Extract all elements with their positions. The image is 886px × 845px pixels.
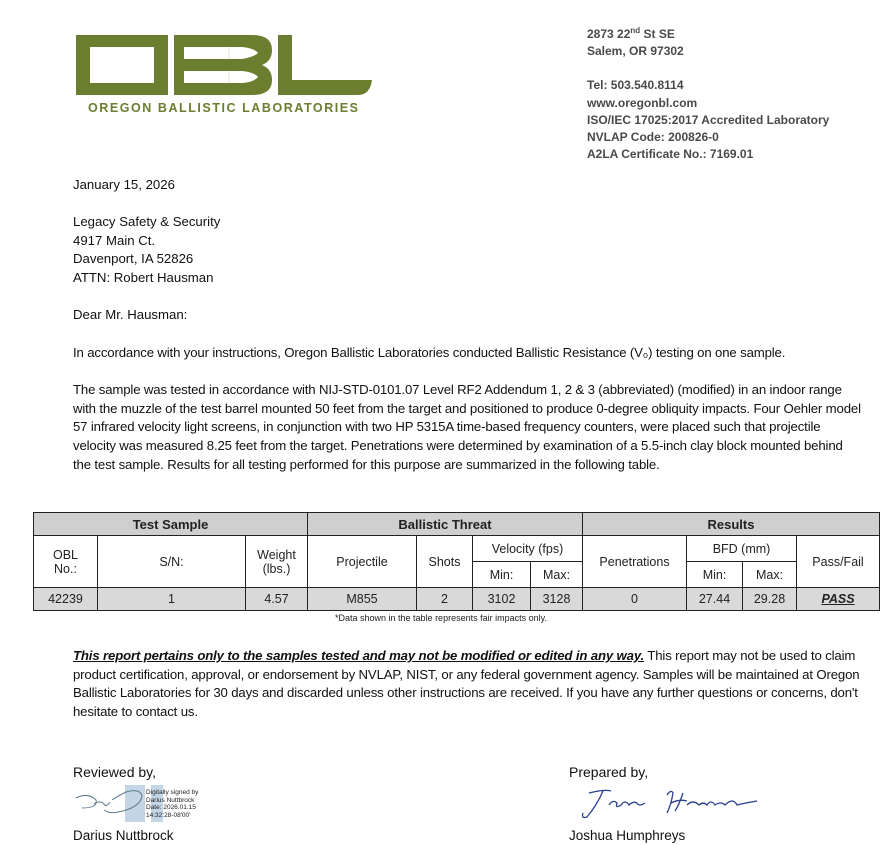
a2la-certificate: A2LA Certificate No.: 7169.01 [587, 147, 754, 162]
preparer-name: Joshua Humphreys [569, 828, 686, 843]
salutation: Dear Mr. Hausman: [73, 307, 188, 322]
pass-result: PASS [821, 592, 855, 606]
table-row [34, 588, 880, 611]
header-weight: Weight (lbs.) [246, 536, 308, 588]
intro-paragraph: In accordance with your instructions, Oregon Ballistic Laboratories conducted Ballistic Resistance (V₀) testing on one sample. [73, 345, 786, 360]
header-bfd-min: Min: [687, 562, 743, 588]
cell-projectile: M855 [308, 588, 417, 611]
header-obl-no: OBL No.: [34, 536, 98, 588]
nvlap-code: NVLAP Code: 200826-0 [587, 130, 719, 145]
telephone: Tel: 503.540.8114 [587, 78, 684, 93]
cell-velocity-max: 3128 [531, 588, 583, 611]
table-footnote: *Data shown in the table represents fair impacts only. [335, 613, 547, 623]
cell-weight: 4.57 [246, 588, 308, 611]
logo-tagline: OREGON BALLISTIC LABORATORIES [88, 101, 360, 115]
header-bfd: BFD (mm) [687, 536, 797, 562]
cell-shots: 2 [417, 588, 473, 611]
digital-signature-line-2: Darius Nuttbrock [146, 796, 195, 804]
logo-letter-l [278, 35, 372, 95]
digital-signature-line-1: Digitally signed by [146, 789, 199, 796]
disclaimer-body: This report may not be used to claim product certification, approval, or endorsement by NVLAP, NIST, or any federal government agency. Samples will be maintained at Oregon Ballistic Laboratories for 30 days and discarded unless other instructions are received. If you have any further questions or concerns, don't hesitate to contact us. [73, 648, 860, 720]
cell-penetrations: 0 [583, 588, 687, 611]
address-street-number: 2873 22 [587, 27, 631, 41]
results-table [33, 512, 880, 611]
reviewer-name: Darius Nuttbrock [73, 828, 174, 843]
letter-date: January 15, 2026 [73, 177, 175, 192]
cell-velocity-min: 3102 [473, 588, 531, 611]
logo-letter-b [174, 35, 272, 95]
header-pass-fail: Pass/Fail [797, 536, 880, 588]
recipient-attn: ATTN: Robert Hausman [73, 270, 214, 286]
address-ordinal: nd [630, 26, 641, 35]
recipient-street: 4917 Main Ct. [73, 232, 156, 248]
address-line-2: Salem, OR 97302 [587, 44, 684, 59]
header-velocity: Velocity (fps) [473, 536, 583, 562]
preparer-signature [575, 783, 760, 823]
method-paragraph: The sample was tested in accordance with NIJ-STD-0101.07 Level RF2 Addendum 1, 2 & 3 (abbreviated) (modified) in an indoor range with the muzzle of the test barrel mounted 50 feet from the target and positioned to produce 0-degree obliquity impacts. Four Oehler model 57 infrared velocity light screens, in conjunction with two HP 5315A time-based frequency counters, were placed such that projectile velocity was measured 8.25 feet from the target. Penetrations were determined by examination of a 5.5-inch clay block mounted behind the test sample. Results for all testing performed for this purpose are summarized in the following table. [73, 382, 861, 472]
cell-sn: 1 [98, 588, 246, 611]
group-test-sample: Test Sample [34, 513, 308, 536]
group-ballistic-threat: Ballistic Threat [308, 513, 583, 536]
header-velocity-min: Min: [473, 562, 531, 588]
cell-bfd-max: 29.28 [743, 588, 797, 611]
header-shots: Shots [417, 536, 473, 588]
disclaimer-lead: This report pertains only to the samples tested and may not be modified or edited in any way. [73, 648, 645, 663]
contact-block [587, 26, 829, 163]
reviewed-by-label: Reviewed by, [73, 764, 157, 780]
header-projectile: Projectile [308, 536, 417, 588]
logo-letter-o [76, 35, 168, 95]
recipient-address [73, 213, 220, 288]
digital-signature-text [146, 789, 198, 819]
digital-signature-line-4: 14:32:28-08'00' [146, 811, 191, 819]
cell-pass-fail [797, 588, 880, 611]
address-street-suffix: St SE [640, 27, 675, 41]
header-penetrations: Penetrations [583, 536, 687, 588]
recipient-company: Legacy Safety & Security [73, 214, 221, 229]
disclaimer-paragraph [73, 647, 863, 722]
header-velocity-max: Max: [531, 562, 583, 588]
iso-accreditation: ISO/IEC 17025:2017 Accredited Laboratory [587, 112, 830, 127]
cell-obl-no: 42239 [34, 588, 98, 611]
header-sn: S/N: [98, 536, 246, 588]
cell-bfd-min: 27.44 [687, 588, 743, 611]
address-line-1 [587, 26, 829, 43]
recipient-city: Davenport, IA 52826 [73, 251, 194, 267]
prepared-by-label: Prepared by, [569, 764, 649, 780]
reviewer-signature [74, 786, 146, 816]
website-link[interactable]: www.oregonbl.com [587, 95, 698, 110]
header-bfd-max: Max: [743, 562, 797, 588]
group-results: Results [583, 513, 880, 536]
obl-logo [76, 35, 372, 95]
digital-signature-line-3: Date: 2026.01.15 [146, 804, 196, 812]
